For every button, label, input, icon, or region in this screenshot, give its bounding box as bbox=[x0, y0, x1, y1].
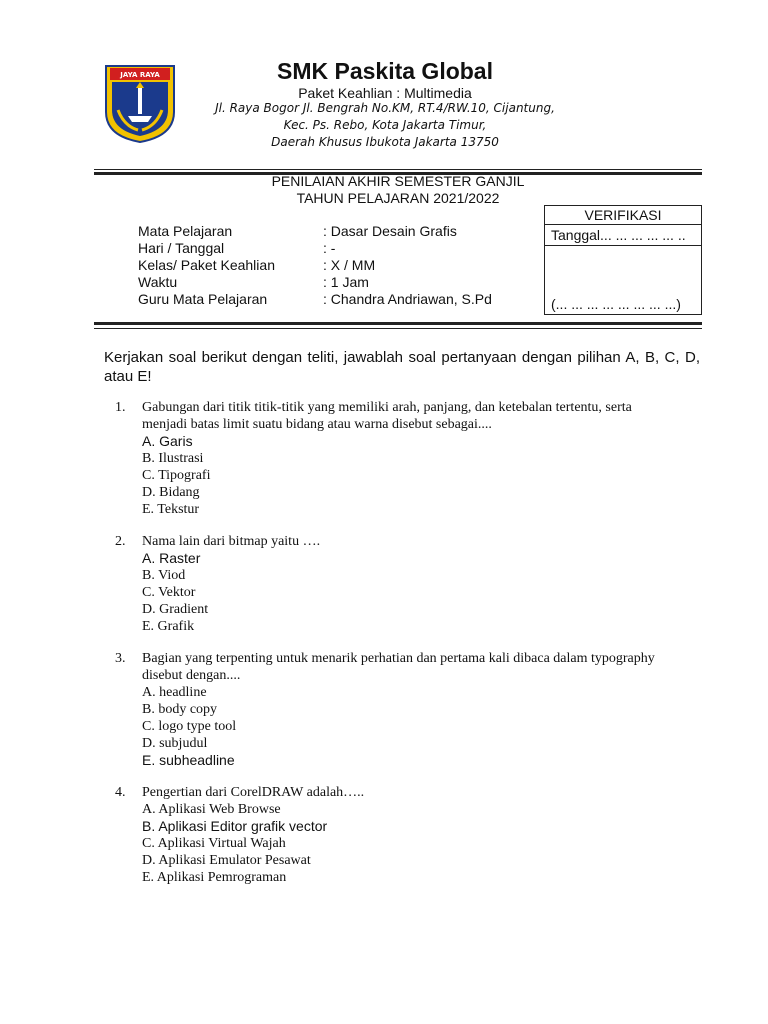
address-line-1: Jl. Raya Bogor Jl. Bengrah No.KM, RT.4/RW.10, Cijantung, bbox=[215, 101, 555, 115]
info-divider-thin bbox=[94, 328, 702, 329]
option-d: D. Bidang bbox=[142, 485, 200, 500]
option-d: D. Gradient bbox=[142, 602, 209, 617]
info-value: : - bbox=[323, 240, 336, 256]
info-value: : Chandra Andriawan, S.Pd bbox=[323, 291, 492, 307]
instructions: Kerjakan soal berikut dengan teliti, jawablah soal pertanyaan dengan pilihan A, B, C, D, atau E! bbox=[104, 349, 700, 385]
option-e: E. Aplikasi Pemrograman bbox=[142, 870, 287, 885]
info-divider-thick bbox=[94, 322, 702, 325]
question-3 bbox=[115, 650, 675, 769]
verification-title: VERIFIKASI bbox=[545, 206, 701, 225]
option-b: B. Ilustrasi bbox=[142, 451, 204, 466]
question-text: Gabungan dari titik titik-titik yang memiliki arah, panjang, dan ketebalan tertentu, serta menjadi batas limit suatu bidang atau warna disebut sebagai.... bbox=[142, 400, 632, 432]
option-d: D. Aplikasi Emulator Pesawat bbox=[142, 853, 311, 868]
question-number: 3. bbox=[115, 651, 126, 666]
option-a: A. headline bbox=[142, 685, 207, 700]
info-label: Guru Mata Pelajaran bbox=[138, 291, 268, 307]
option-a: A. Garis bbox=[142, 433, 193, 449]
option-b: B. body copy bbox=[142, 702, 218, 717]
question-text: Pengertian dari CorelDRAW adalah….. bbox=[142, 785, 365, 800]
logo-text: JAYA RAYA bbox=[120, 71, 160, 79]
info-label: Kelas/ Paket Keahlian bbox=[138, 257, 275, 273]
question-number: 4. bbox=[115, 785, 126, 800]
info-label: Waktu bbox=[138, 274, 178, 290]
option-e: E. subheadline bbox=[142, 752, 235, 768]
verification-date: Tanggal... ... ... ... ... .. bbox=[545, 225, 701, 246]
info-value: : X / MM bbox=[323, 257, 376, 273]
info-value: : Dasar Desain Grafis bbox=[323, 223, 457, 239]
option-c: C. Tipografi bbox=[142, 468, 211, 483]
info-row-time bbox=[138, 274, 492, 291]
option-e: E. Grafik bbox=[142, 619, 195, 634]
option-a: A. Raster bbox=[142, 550, 201, 566]
exam-info bbox=[138, 223, 492, 308]
info-row-date bbox=[138, 240, 492, 257]
question-1 bbox=[115, 399, 675, 518]
option-d: D. subjudul bbox=[142, 736, 208, 751]
address-line-3: Daerah Khusus Ibukota Jakarta 13750 bbox=[271, 135, 499, 149]
jakarta-emblem-icon bbox=[104, 64, 176, 144]
option-c: C. Aplikasi Virtual Wajah bbox=[142, 836, 286, 851]
option-c: C. Vektor bbox=[142, 585, 196, 600]
info-row-class bbox=[138, 257, 492, 274]
question-2 bbox=[115, 533, 675, 635]
school-name: SMK Paskita Global bbox=[276, 58, 493, 84]
address-line-2: Kec. Ps. Rebo, Kota Jakarta Timur, bbox=[283, 118, 487, 132]
program-name: Paket Keahlian : Multimedia bbox=[298, 85, 472, 101]
info-row-teacher bbox=[138, 291, 492, 308]
verification-box bbox=[544, 205, 702, 315]
question-4 bbox=[115, 784, 675, 886]
school-logo bbox=[104, 64, 176, 144]
header-divider-thin bbox=[94, 169, 702, 170]
info-value: : 1 Jam bbox=[323, 274, 369, 290]
academic-year: TAHUN PELAJARAN 2021/2022 bbox=[296, 190, 500, 206]
option-a: A. Aplikasi Web Browse bbox=[142, 802, 281, 817]
info-label: Mata Pelajaran bbox=[138, 223, 233, 239]
option-c: C. logo type tool bbox=[142, 719, 237, 734]
info-label: Hari / Tanggal bbox=[138, 240, 225, 256]
option-b: B. Viod bbox=[142, 568, 186, 583]
verification-signature: (... ... ... ... ... ... ... ...) bbox=[551, 296, 681, 312]
question-number: 1. bbox=[115, 400, 126, 415]
question-number: 2. bbox=[115, 534, 126, 549]
question-text: Bagian yang terpenting untuk menarik perhatian dan pertama kali dibaca dalam typography disebut dengan.... bbox=[142, 651, 655, 683]
option-b: B. Aplikasi Editor grafik vector bbox=[142, 818, 328, 834]
info-row-subject bbox=[138, 223, 492, 240]
question-text: Nama lain dari bitmap yaitu …. bbox=[142, 534, 321, 549]
option-e: E. Tekstur bbox=[142, 502, 200, 517]
exam-title: PENILAIAN AKHIR SEMESTER GANJIL bbox=[271, 173, 525, 189]
